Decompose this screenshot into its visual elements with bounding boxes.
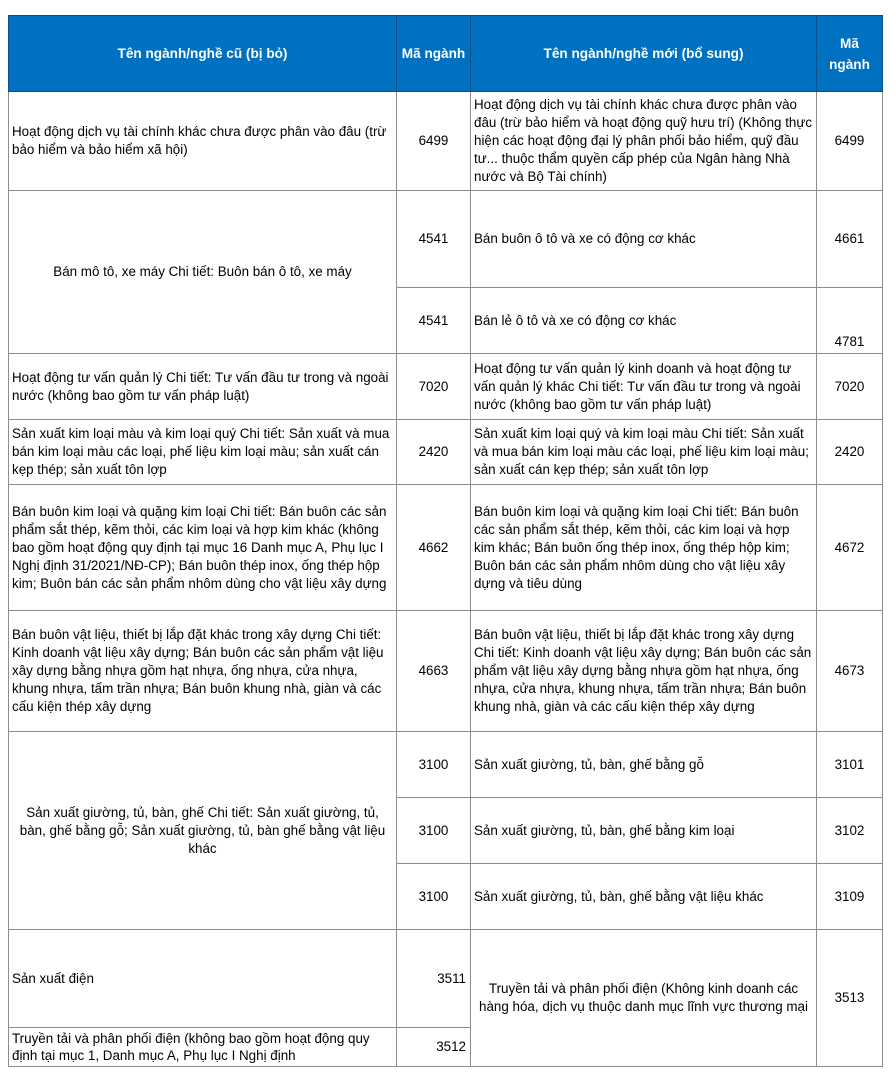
new-name-cell: Sản xuất giường, tủ, bàn, ghế bằng kim loại (471, 798, 817, 864)
old-name-cell: Truyền tải và phân phối điện (không bao gồm hoạt động quy định tại mục 1, Danh mục A, Phụ lục I Nghị định (9, 1028, 397, 1067)
old-code-cell: 3100 (397, 732, 471, 798)
new-code-cell: 6499 (817, 92, 883, 191)
new-name-cell: Bán buôn vật liệu, thiết bị lắp đặt khác trong xây dựng Chi tiết: Kinh doanh vật liệu xây dựng; Bán buôn các sản phẩm vật liệu xây dựng bằng nhựa gồm hạt nhựa, ống nhựa, cửa nhựa, khung nhựa, tấm trần nhựa; Bán buôn khung nhà, giàn và các cấu kiện thép xây dựng (471, 611, 817, 732)
old-code-cell: 4663 (397, 611, 471, 732)
new-code-cell: 4673 (817, 611, 883, 732)
old-name-cell: Sản xuất kim loại màu và kim loại quý Chi tiết: Sản xuất và mua bán kim loại màu các loại, phế liệu kim loại màu; sản xuất cán kẹp thép; sản xuất tôn lợp (9, 420, 397, 485)
new-name-cell: Truyền tải và phân phối điện (Không kinh doanh các hàng hóa, dịch vụ thuộc danh mục lĩnh vực thương mại (471, 930, 817, 1067)
new-code-cell: 3101 (817, 732, 883, 798)
table-row (9, 92, 883, 191)
old-name-cell: Bán mô tô, xe máy Chi tiết: Buôn bán ô tô, xe máy (9, 191, 397, 354)
new-code-cell: 2420 (817, 420, 883, 485)
old-code-cell: 3100 (397, 798, 471, 864)
old-name-cell: Sản xuất giường, tủ, bàn, ghế Chi tiết: Sản xuất giường, tủ, bàn, ghế bằng gỗ; Sản xuất giường, tủ, bàn ghế bằng vật liệu khác (9, 732, 397, 930)
new-name-cell: Sản xuất giường, tủ, bàn, ghế bằng gỗ (471, 732, 817, 798)
new-code-cell: 3102 (817, 798, 883, 864)
old-code-cell: 4541 (397, 288, 471, 354)
table-row (9, 354, 883, 420)
old-code-cell: 3100 (397, 864, 471, 930)
old-code-cell: 2420 (397, 420, 471, 485)
new-name-cell: Bán buôn kim loại và quặng kim loại Chi tiết: Bán buôn các sản phẩm sắt thép, kẽm thỏi, các kim loại và hợp kim khác; Bán buôn ống thép inox, ống thép hộp kim; Buôn bán các sản phẩm nhôm dùng cho vật liệu xây dựng và tiêu dùng (471, 485, 817, 611)
new-code-cell: 4661 (817, 191, 883, 288)
header-row (9, 16, 883, 92)
table-row (9, 420, 883, 485)
table-row (9, 191, 883, 288)
industry-change-table (8, 15, 883, 1067)
new-code-cell: 3109 (817, 864, 883, 930)
old-code-cell: 3511 (397, 930, 471, 1028)
old-code-cell: 4541 (397, 191, 471, 288)
old-code-cell: 4662 (397, 485, 471, 611)
table-row (9, 930, 883, 1028)
header-new-name: Tên ngành/nghề mới (bổ sung) (471, 16, 817, 92)
header-old-name: Tên ngành/nghề cũ (bị bỏ) (9, 16, 397, 92)
old-code-cell: 7020 (397, 354, 471, 420)
header-new-code: Mã ngành (817, 16, 883, 92)
old-name-cell: Hoạt động dịch vụ tài chính khác chưa được phân vào đâu (trừ bảo hiểm và bảo hiểm xã hội) (9, 92, 397, 191)
new-name-cell: Bán buôn ô tô và xe có động cơ khác (471, 191, 817, 288)
new-name-cell: Hoạt động tư vấn quản lý kinh doanh và hoạt động tư vấn quản lý khác Chi tiết: Tư vấn đầu tư trong và ngoài nước (không bao gồm tư vấn pháp luật) (471, 354, 817, 420)
new-name-cell: Sản xuất kim loại quý và kim loại màu Chi tiết: Sản xuất và mua bán kim loại màu các loại, phế liệu kim loại màu; sản xuất cán kẹp thép; sản xuất tôn lợp (471, 420, 817, 485)
old-code-cell: 3512 (397, 1028, 471, 1067)
old-name-cell: Hoạt động tư vấn quản lý Chi tiết: Tư vấn đầu tư trong và ngoài nước (không bao gồm tư vấn pháp luật) (9, 354, 397, 420)
new-code-cell: 7020 (817, 354, 883, 420)
old-code-cell: 6499 (397, 92, 471, 191)
new-name-cell: Bán lẻ ô tô và xe có động cơ khác (471, 288, 817, 354)
table-row (9, 732, 883, 798)
table-row (9, 485, 883, 611)
old-name-cell: Bán buôn vật liệu, thiết bị lắp đặt khác trong xây dựng Chi tiết: Kinh doanh vật liệu xây dựng; Bán buôn các sản phẩm vật liệu xây dựng bằng nhựa gồm hạt nhựa, ống nhựa, cửa nhựa, khung nhựa, tấm trần nhựa; Bán buôn khung nhà, giàn và các cấu kiện thép xây dựng (9, 611, 397, 732)
old-name-cell: Sản xuất điện (9, 930, 397, 1028)
table-row (9, 611, 883, 732)
header-old-code: Mã ngành (397, 16, 471, 92)
new-name-cell: Hoạt động dịch vụ tài chính khác chưa được phân vào đâu (trừ bảo hiểm và hoạt động quỹ hưu trí) (Không thực hiện các hoạt động đại lý phân phối bảo hiểm, quỹ đầu tư... thuộc thẩm quyền cấp phép của Ngân hàng Nhà nước và Bộ Tài chính) (471, 92, 817, 191)
new-name-cell: Sản xuất giường, tủ, bàn, ghế bằng vật liệu khác (471, 864, 817, 930)
old-name-cell: Bán buôn kim loại và quặng kim loại Chi tiết: Bán buôn các sản phẩm sắt thép, kẽm thỏi, các kim loại và hợp kim khác (không bao gồm hoạt động quy định tại mục 16 Danh mục A, Phụ lục I Nghị định 31/2021/NĐ-CP); Bán buôn thép inox, ống thép hộp kim; Buôn bán các sản phẩm nhôm dùng cho vật liệu xây dựng (9, 485, 397, 611)
new-code-cell: 4672 (817, 485, 883, 611)
new-code-cell: 3513 (817, 930, 883, 1067)
new-code-cell: 4781 (817, 288, 883, 354)
